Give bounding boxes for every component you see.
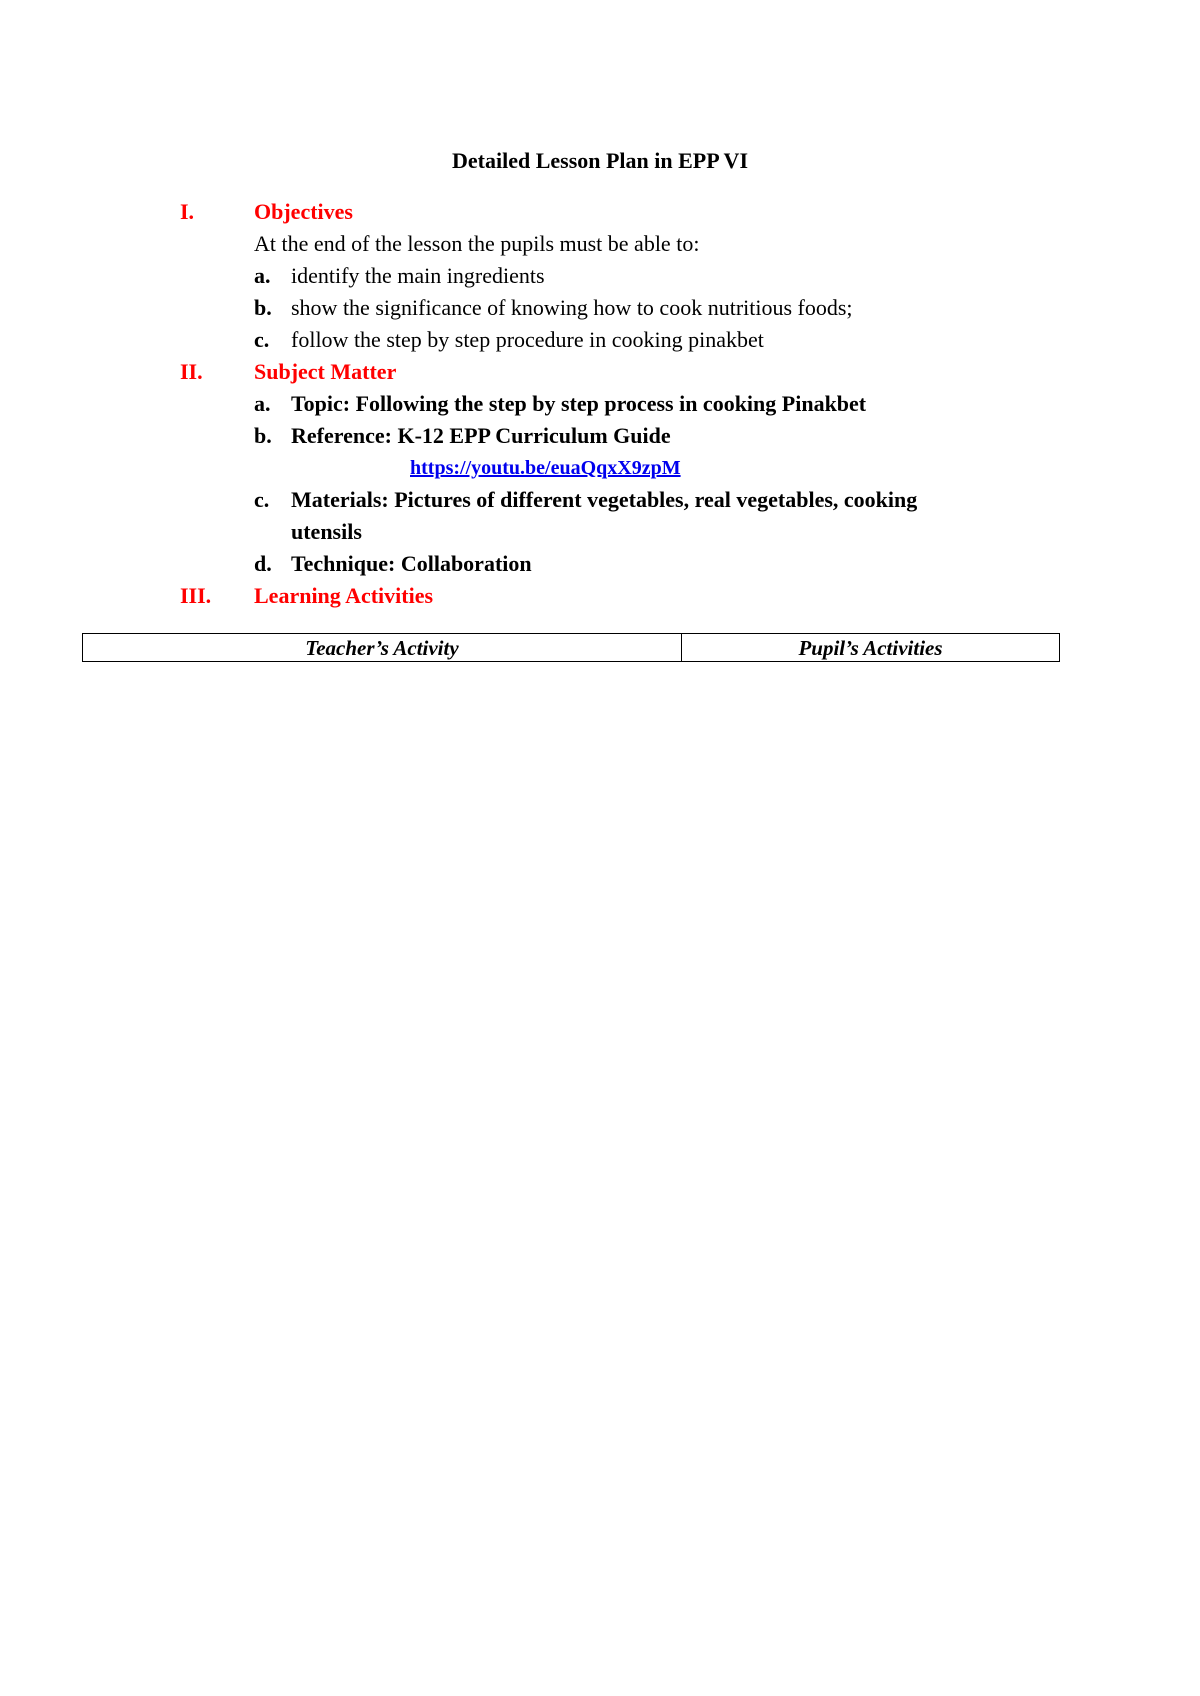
- subject-letter: d.: [254, 551, 272, 576]
- subject-reference: Reference: K-12 EPP Curriculum Guide: [291, 423, 671, 448]
- objective-item: identify the main ingredients: [291, 263, 545, 288]
- section-numeral-objectives: I.: [180, 199, 195, 224]
- table-header-row: [83, 634, 1060, 662]
- reference-link[interactable]: https://youtu.be/euaQqxX9zpM: [410, 457, 681, 479]
- activities-table: [82, 633, 1060, 662]
- subject-letter: b.: [254, 423, 272, 448]
- objective-letter: c.: [254, 327, 270, 352]
- section-numeral-subject-matter: II.: [180, 359, 203, 384]
- subject-technique: Technique: Collaboration: [291, 551, 532, 576]
- section-heading-subject-matter: Subject Matter: [254, 359, 397, 384]
- subject-letter: c.: [254, 487, 270, 512]
- subject-materials-continued: utensils: [291, 519, 362, 544]
- section-heading-objectives: Objectives: [254, 199, 353, 224]
- subject-materials: Materials: Pictures of different vegetables, real vegetables, cooking: [291, 487, 918, 512]
- pupil-activities-header: Pupil’s Activities: [682, 634, 1060, 662]
- page-title: Detailed Lesson Plan in EPP VI: [451, 148, 749, 173]
- objectives-intro: At the end of the lesson the pupils must be able to:: [254, 231, 700, 256]
- objective-item: follow the step by step procedure in cooking pinakbet: [291, 327, 764, 352]
- subject-letter: a.: [254, 391, 271, 416]
- objective-letter: a.: [254, 263, 271, 288]
- section-numeral-learning-activities: III.: [180, 583, 212, 608]
- teacher-activity-header: Teacher’s Activity: [83, 634, 682, 662]
- objective-item: show the significance of knowing how to cook nutritious foods;: [291, 295, 853, 320]
- section-heading-learning-activities: Learning Activities: [254, 583, 434, 608]
- subject-topic: Topic: Following the step by step process in cooking Pinakbet: [291, 391, 867, 416]
- objective-letter: b.: [254, 295, 272, 320]
